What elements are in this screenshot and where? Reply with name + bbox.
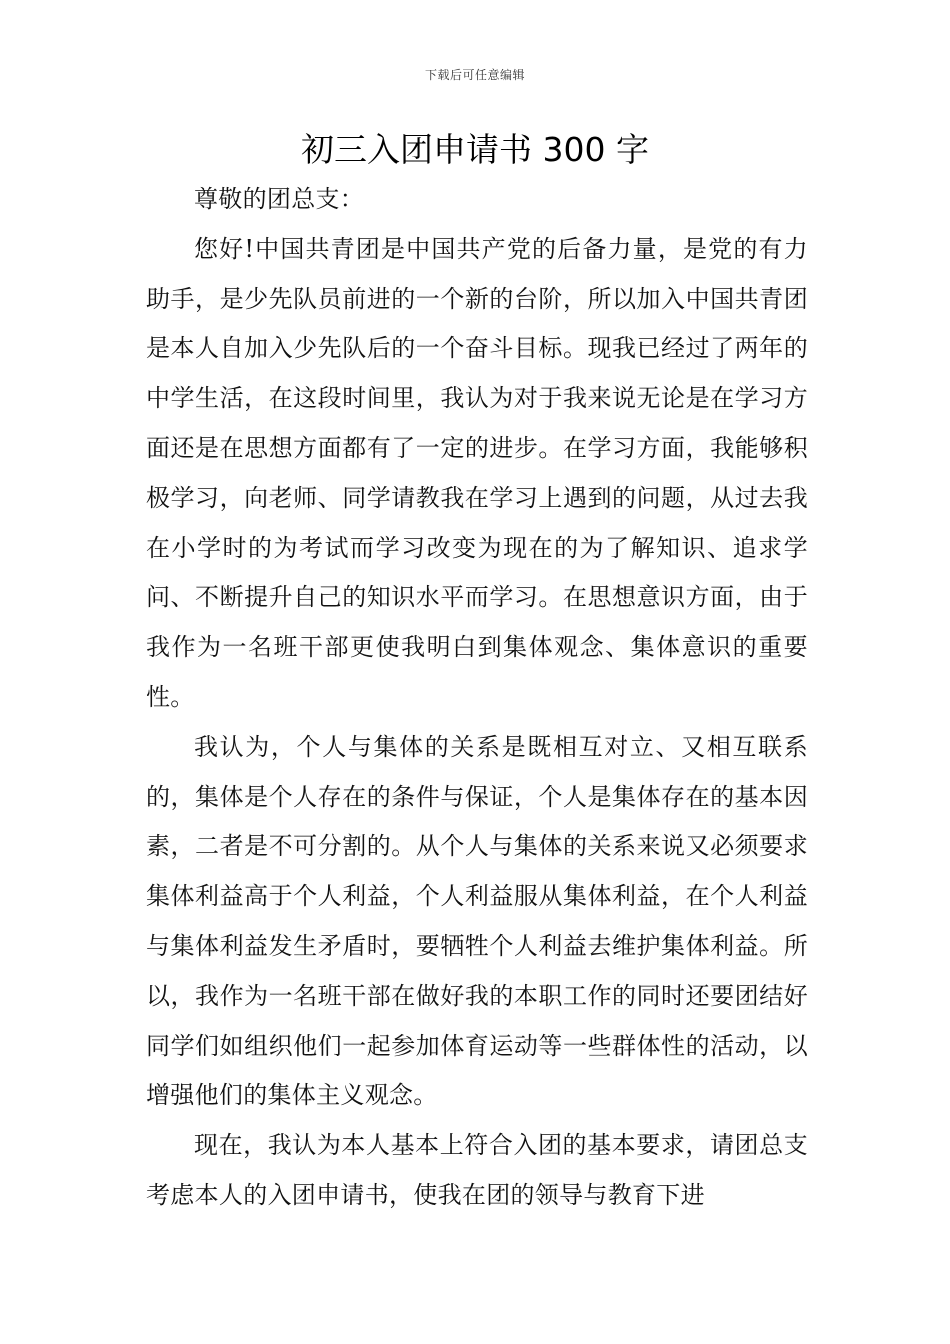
- document-title: 初三入团申请书 300 字: [301, 130, 649, 169]
- salutation: 尊敬的团总支：: [194, 185, 365, 213]
- paragraph-2: 我认为，个人与集体的关系是既相互对立、又相互联系的，集体是个人存在的条件与保证，个人是集体存在的基本因素，二者是不可分割的。从个人与集体的关系来说又必须要求集体利益高于个人利益，个人利益服从集体利益，在个人利益与集体利益发生矛盾时，要牺牲个人利益去维护集体利益。所以，我作为一名班干部在做好我的本职工作的同时还要团结好同学们如组织他们一起参加体育运动等一些群体性的活动，以增强他们的集体主义观念。: [146, 732, 808, 1110]
- header-note: 下载后可任意编辑: [424, 68, 525, 82]
- paragraph-3: 现在，我认为本人基本上符合入团的基本要求，请团总支考虑本人的入团申请书，使我在团的领导与教育下进: [146, 1131, 808, 1209]
- document-body: [146, 175, 808, 1221]
- paragraph-1: 您好!中国共青团是中国共产党的后备力量，是党的有力助手，是少先队员前进的一个新的台阶，所以加入中国共青团是本人自加入少先队后的一个奋斗目标。现我已经过了两年的中学生活，在这段时间里，我认为对于我来说无论是在学习方面还是在思想方面都有了一定的进步。在学习方面，我能够积极学习，向老师、同学请教我在学习上遇到的问题，从过去我在小学时的为考试而学习改变为现在的为了解知识、追求学问、不断提升自己的知识水平而学习。在思想意识方面，由于我作为一名班干部更使我明白到集体观念、集体意识的重要性。: [146, 234, 808, 711]
